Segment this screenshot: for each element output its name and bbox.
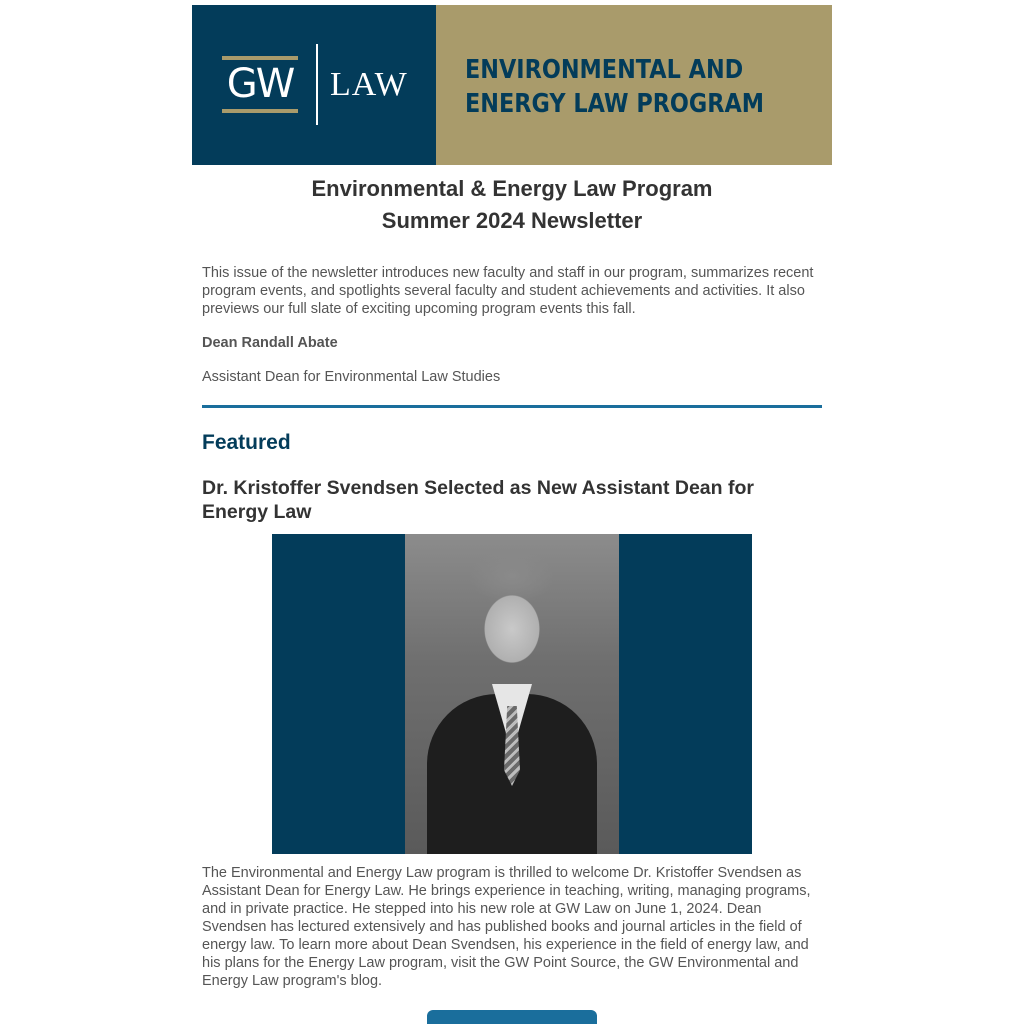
portrait-photo-icon: [405, 534, 619, 854]
logo-bar-top: [222, 56, 298, 60]
newsletter-title-line-1: Environmental & Energy Law Program: [311, 176, 713, 201]
logo-divider: [316, 44, 318, 125]
featured-heading: Featured: [202, 431, 291, 454]
read-more-button[interactable]: [427, 1010, 597, 1024]
program-title: [465, 53, 764, 121]
article-photo-frame: [272, 534, 752, 854]
signer-title: Assistant Dean for Environmental Law Studies: [202, 369, 501, 385]
intro-paragraph: This issue of the newsletter introduces new faculty and staff in our program, summarizes recent program events, and spotlights several faculty and student achievements and activities. It also previews our full slate of exciting upcoming program events this fall.: [202, 265, 814, 317]
article-title: Dr. Kristoffer Svendsen Selected as New Assistant Dean for Energy Law: [202, 477, 754, 523]
banner-logo-panel: [192, 5, 436, 165]
newsletter-email: [192, 0, 832, 1024]
logo-word: LAW: [330, 66, 408, 103]
newsletter-title: [192, 173, 832, 237]
banner-title-panel: [436, 5, 832, 165]
program-title-line-1: ENVIRONMENTAL AND: [465, 55, 744, 85]
logo-mark: GW: [226, 61, 294, 107]
gw-logo: [222, 56, 298, 113]
program-title-line-2: ENERGY LAW PROGRAM: [465, 89, 765, 119]
header-banner: [192, 5, 832, 165]
signer-name: Dean Randall Abate: [202, 335, 338, 351]
newsletter-title-line-2: Summer 2024 Newsletter: [381, 208, 643, 233]
article-body: The Environmental and Energy Law program is thrilled to welcome Dr. Kristoffer Svendsen as Assistant Dean for Energy Law. He brings experience in teaching, writing, managing programs, and in private practice. He stepped into his new role at GW Law on June 1, 2024. Dean Svendsen has lectured extensively and has published books and journal articles in the field of energy law. To learn more about Dean Svendsen, his experience in the field of energy law, and his plans for the Energy Law program, visit the GW Point Source, the GW Environmental and Energy Law program's blog.: [202, 865, 811, 989]
logo-bar-bottom: [222, 109, 298, 113]
section-divider: [202, 405, 822, 408]
